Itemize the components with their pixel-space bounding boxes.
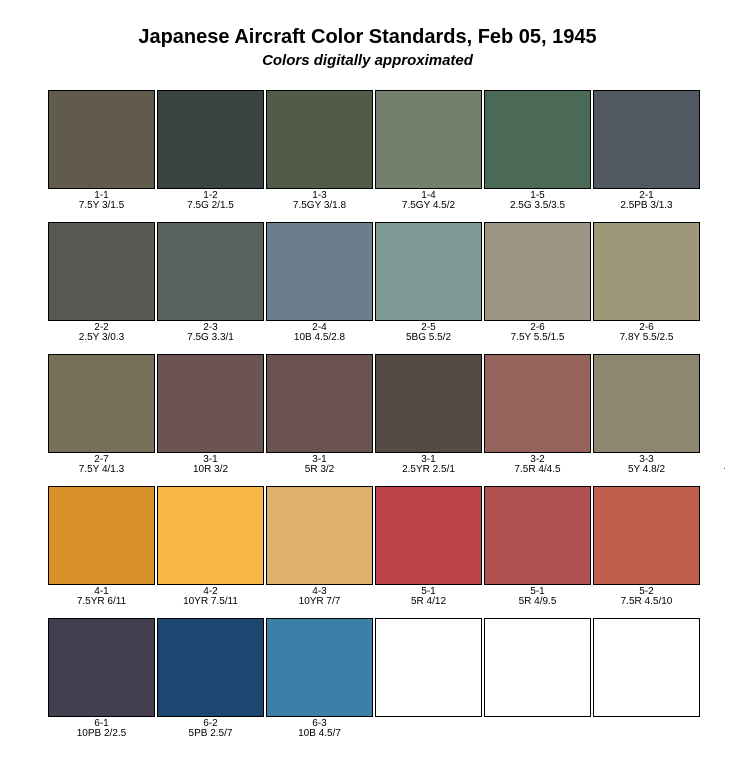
swatch-code: 2-3	[203, 322, 218, 333]
swatch-cell	[484, 354, 591, 475]
color-swatch	[157, 354, 264, 453]
color-swatch	[375, 354, 482, 453]
swatch-munsell: 10YR 7.5/11	[183, 596, 238, 607]
swatch-munsell: 2.5G 3.5/3.5	[509, 200, 566, 211]
swatch-cell	[593, 222, 700, 343]
color-swatch	[484, 618, 591, 717]
page-subtitle: Colors digitally approximated	[262, 52, 473, 69]
swatch-cell	[48, 354, 155, 475]
swatch-code: 2-2	[94, 322, 109, 333]
swatch-code: 5-2	[639, 586, 654, 597]
swatch-cell	[375, 354, 482, 475]
swatch-code: 5-1	[530, 586, 545, 597]
color-swatch	[48, 90, 155, 189]
color-swatch	[266, 486, 373, 585]
color-swatch	[484, 222, 591, 321]
swatch-code: 4-3	[312, 586, 327, 597]
swatch-cell	[375, 222, 482, 343]
swatch-cell	[593, 90, 700, 211]
swatch-munsell: 10R 3/2	[192, 464, 229, 475]
swatch-cell	[48, 486, 155, 607]
swatch-code: 1-3	[312, 190, 327, 201]
color-swatch	[375, 90, 482, 189]
swatch-munsell: 7.5G 2/1.5	[187, 200, 234, 211]
swatch-munsell: 10B 4.5/7	[298, 728, 341, 739]
swatch-cell	[484, 486, 591, 607]
color-swatch	[157, 222, 264, 321]
swatch-cell	[484, 618, 591, 719]
swatch-cell	[48, 618, 155, 739]
color-swatch	[375, 618, 482, 717]
swatch-munsell: 7.5R 4/4.5	[514, 464, 561, 475]
swatch-munsell: 2.5Y 3/0.3	[78, 332, 125, 343]
color-swatch	[593, 486, 700, 585]
color-swatch	[593, 222, 700, 321]
swatch-cell	[157, 222, 264, 343]
swatch-cell	[48, 90, 155, 211]
swatch-cell	[266, 222, 373, 343]
color-swatch	[157, 486, 264, 585]
swatch-munsell: 5R 4/12	[410, 596, 447, 607]
color-swatch	[375, 222, 482, 321]
swatch-cell	[375, 486, 482, 607]
swatch-cell	[593, 618, 700, 719]
swatch-cell	[266, 90, 373, 211]
swatch-cell	[266, 618, 373, 739]
color-swatch	[484, 90, 591, 189]
stray-dot	[724, 468, 725, 469]
swatch-munsell: 5R 3/2	[304, 464, 335, 475]
swatch-munsell: 7.5Y 3/1.5	[78, 200, 125, 211]
color-swatch	[157, 618, 264, 717]
swatch-code: 4-1	[94, 586, 109, 597]
swatch-code: 2-5	[421, 322, 436, 333]
swatch-code: 1-1	[94, 190, 109, 201]
swatch-munsell: 5PB 2.5/7	[188, 728, 233, 739]
color-swatch	[266, 90, 373, 189]
swatch-cell	[484, 222, 591, 343]
swatch-munsell: 2.5YR 2.5/1	[402, 464, 455, 475]
swatch-cell	[593, 486, 700, 607]
swatch-cell	[484, 90, 591, 211]
page-title: Japanese Aircraft Color Standards, Feb 05, 1945	[138, 26, 597, 48]
color-swatch	[266, 618, 373, 717]
swatch-code: 3-2	[530, 454, 545, 465]
swatch-code: 2-7	[94, 454, 109, 465]
swatch-munsell: 7.8Y 5.5/2.5	[619, 332, 674, 343]
swatch-code: 1-4	[421, 190, 436, 201]
swatch-munsell: 7.5GY 3/1.8	[292, 200, 347, 211]
swatch-code: 3-1	[203, 454, 218, 465]
swatch-munsell: 10PB 2/2.5	[76, 728, 127, 739]
swatch-munsell: 2.5PB 3/1.3	[620, 200, 673, 211]
swatch-cell	[266, 486, 373, 607]
swatch-munsell: 10YR 7/7	[298, 596, 341, 607]
swatch-cell	[157, 90, 264, 211]
swatch-code: 5-1	[421, 586, 436, 597]
color-swatch	[266, 354, 373, 453]
swatch-code: 2-4	[312, 322, 327, 333]
swatch-code: 6-3	[312, 718, 327, 729]
swatch-code: 2-1	[639, 190, 654, 201]
swatch-code: 1-2	[203, 190, 218, 201]
color-swatch	[484, 486, 591, 585]
swatch-munsell: 7.5Y 4/1.3	[78, 464, 125, 475]
swatch-munsell: 7.5GY 4.5/2	[401, 200, 456, 211]
swatch-code: 6-1	[94, 718, 109, 729]
swatch-cell	[375, 618, 482, 719]
swatch-munsell: 5R 4/9.5	[518, 596, 557, 607]
swatch-code: 2-6	[639, 322, 654, 333]
color-swatch	[48, 618, 155, 717]
color-swatch	[157, 90, 264, 189]
color-swatch	[484, 354, 591, 453]
color-swatch	[48, 354, 155, 453]
swatch-munsell: 10B 4.5/2.8	[293, 332, 346, 343]
swatch-cell	[157, 354, 264, 475]
swatch-cell	[48, 222, 155, 343]
swatch-code: 4-2	[203, 586, 218, 597]
color-swatch	[375, 486, 482, 585]
color-swatch	[48, 222, 155, 321]
swatch-code: 1-5	[530, 190, 545, 201]
color-swatch	[593, 90, 700, 189]
swatch-munsell: 5Y 4.8/2	[627, 464, 666, 475]
swatch-cell	[157, 618, 264, 739]
swatch-code: 3-1	[312, 454, 327, 465]
swatch-code: 3-3	[639, 454, 654, 465]
color-swatch	[593, 618, 700, 717]
color-swatch	[593, 354, 700, 453]
swatch-code: 3-1	[421, 454, 436, 465]
swatch-code: 6-2	[203, 718, 218, 729]
swatch-cell	[157, 486, 264, 607]
swatch-munsell: 5BG 5.5/2	[405, 332, 452, 343]
swatch-munsell: 7.5R 4.5/10	[620, 596, 673, 607]
swatch-cell	[266, 354, 373, 475]
color-swatch	[266, 222, 373, 321]
color-swatch-grid	[48, 90, 700, 750]
swatch-munsell: 7.5G 3.3/1	[187, 332, 234, 343]
swatch-munsell: 7.5Y 5.5/1.5	[510, 332, 565, 343]
color-swatch	[48, 486, 155, 585]
swatch-cell	[375, 90, 482, 211]
swatch-cell	[593, 354, 700, 475]
swatch-code: 2-6	[530, 322, 545, 333]
swatch-munsell: 7.5YR 6/11	[76, 596, 127, 607]
